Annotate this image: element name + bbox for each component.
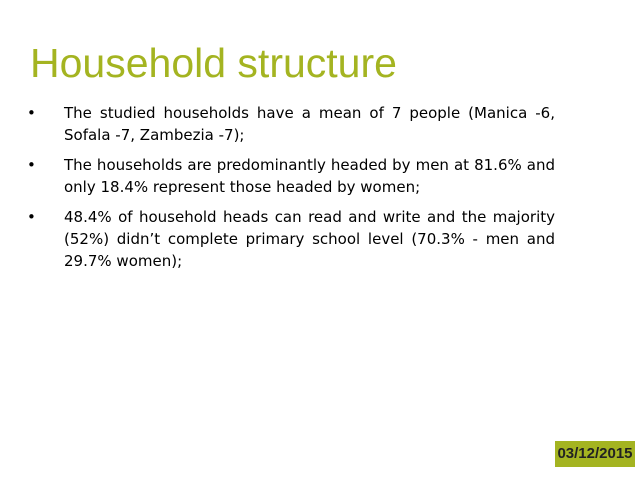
bullet-text: 48.4% of household heads can read and write and the majority (52%) didn’t complete primary school level (70.3% - men and 29.7% women); [64, 208, 555, 270]
bullet-icon: • [27, 156, 36, 174]
date-badge: 03/12/2015 [555, 441, 635, 467]
list-item [25, 206, 555, 272]
list-item [25, 154, 555, 198]
slide-title: Household structure [30, 40, 397, 86]
bullet-list [25, 102, 555, 280]
bullet-icon: • [27, 104, 36, 122]
bullet-icon: • [27, 208, 36, 226]
list-item [25, 102, 555, 146]
bullet-text: The studied households have a mean of 7 people (Manica -6, Sofala -7, Zambezia -7); [64, 104, 555, 144]
bullet-text: The households are predominantly headed by men at 81.6% and only 18.4% represent those headed by women; [64, 156, 555, 196]
